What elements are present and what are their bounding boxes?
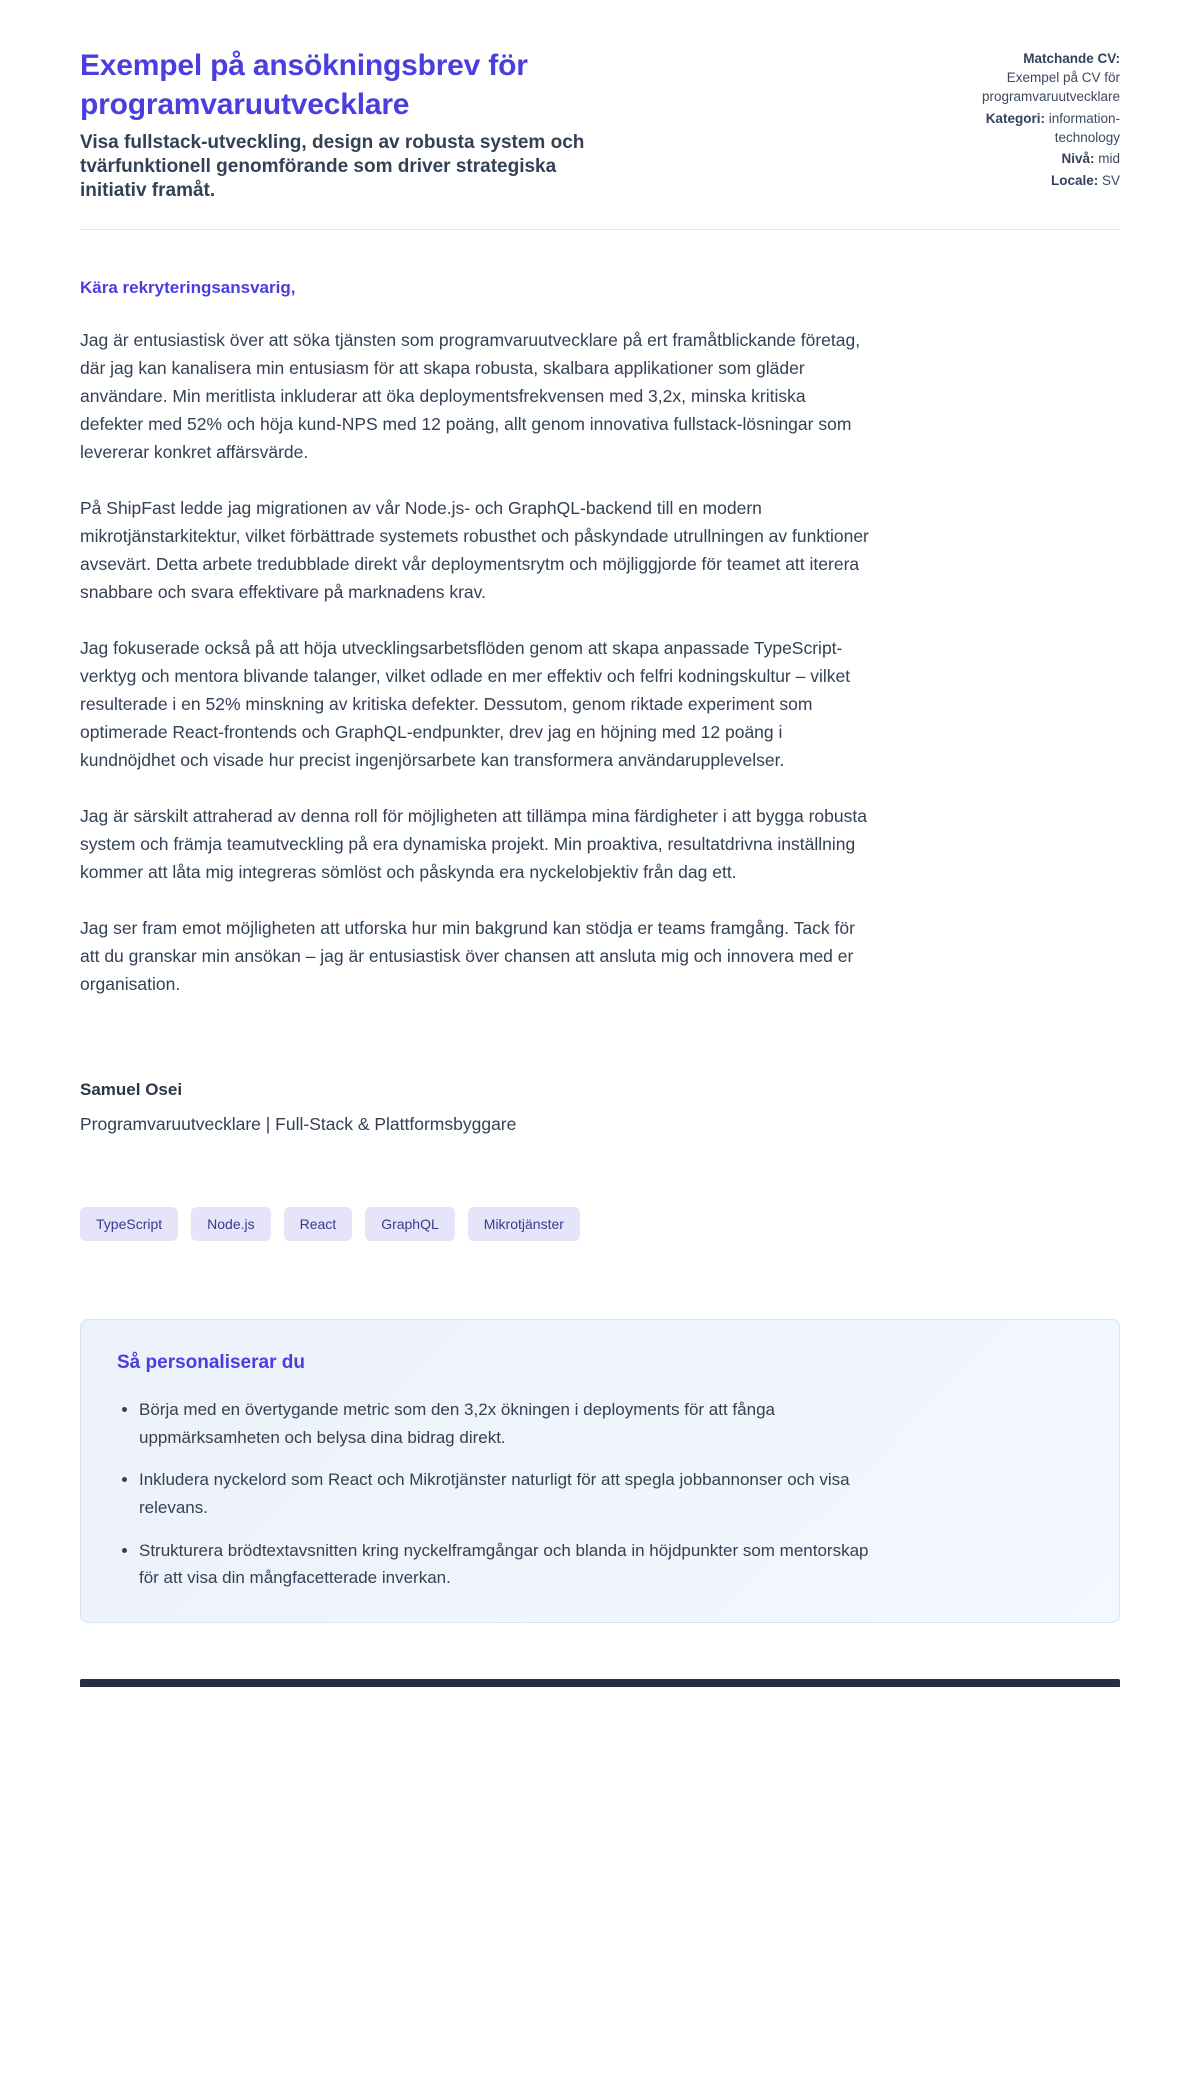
letter-paragraph: Jag är entusiastisk över att söka tjänsten som programvaruutvecklare på ert framåtblickande företag, där jag kan kanalisera min entusiasm för att skapa robusta, skalbara applikationer som gläder användare. Min meritlista inkluderar att öka deploymentsfrekvensen med 3,2x, minska kritiska defekter med 52% och höja kund-NPS med 12 poäng, allt genom innovativa fullstack-lösningar som levererar konkret affärsvärde. [80,330,861,463]
matching-cv-value: Exempel på CV för programvaruutvecklare [981,69,1120,104]
letter-paragraph: På ShipFast ledde jag migrationen av vår Node.js- och GraphQL-backend till en modern mikrotjänstarkitektur, vilket förbättrade systemets robusthet och påskyndade utrullningen av funktioner avsevärt. Detta arbete tredubblade direkt vår deploymentsrytm och möjliggjorde för teamet att iterera snabbare och svara effektivare på marknadens krav. [80,498,869,603]
locale-label: Locale: [1050,173,1099,189]
skill-tag: React [284,1207,353,1241]
tips-heading: Så personaliserar du [117,1352,305,1374]
locale-value: SV [1101,173,1120,189]
tip-item: • Strukturera brödtextavsnitten kring nyckelframgångar och blanda in höjdpunkter som mentorskap för att visa din mångfacetterade inverkan. [139,1537,879,1592]
skill-tag: Mikrotjänster [468,1207,580,1241]
level-label: Nivå: [1061,151,1095,167]
letter-paragraph: Jag ser fram emot möjligheten att utforska hur min bakgrund kan stödja er teams framgång. Tack för att du granskar min ansökan – jag är entusiastisk över chansen att ansluta mig och innovera med er organisation. [80,918,855,995]
category-label: Kategori: [985,110,1045,126]
footer-bar [80,1679,1120,1687]
signature-role: Programvaruutvecklare | Full-Stack & Plattformsbyggare [80,1114,517,1135]
page-title: Exempel på ansökningsbrev för programvaruutvecklare [80,49,528,121]
personalization-tips-box [80,1319,1120,1622]
skill-tags [80,1207,1120,1241]
page-header [80,46,1120,203]
letter-paragraph: Jag fokuserade också på att höja utvecklingsarbetsflöden genom att skapa anpassade TypeScript-verktyg och mentora blivande talanger, vilket odlade en mer effektiv och felfri kodningskultur – vilket resulterade i en 52% minskning av kritiska defekter. Dessutom, genom riktade experiment som optimerade React-frontends och GraphQL-endpunkter, drev jag en höjning med 12 poäng i kundnöjdhet och visade hur precist ingenjörsarbete kan transformera användarupplevelser. [80,638,851,771]
document-meta [925,46,1120,194]
letter-paragraph: Jag är särskilt attraherad av denna roll för möjligheten att tillämpa mina färdigheter i att bygga robusta system och främja teamutveckling på era dynamiska projekt. Min proaktiva, resultatdrivna inställning kommer att låta mig integreras sömlöst och påskynda era nyckelobjektiv från dag ett. [80,806,867,883]
skill-tag: TypeScript [80,1207,178,1241]
meta-category [925,110,1120,148]
meta-level [925,150,1120,169]
letter-body [80,278,1120,1135]
tip-item: • Inkludera nyckelord som React och Mikrotjänster naturligt för att spegla jobbannonser och visa relevans. [139,1466,879,1521]
signature-name: Samuel Osei [80,1080,183,1100]
category-value: information-technology [1048,110,1120,145]
meta-matching-cv [925,50,1120,107]
signature-block [80,1080,1120,1135]
header-title-block [80,46,680,203]
skill-tag: GraphQL [365,1207,455,1241]
matching-cv-label: Matchande CV: [1023,51,1120,66]
skill-tag: Node.js [191,1207,270,1241]
level-value: mid [1098,151,1120,167]
tip-item: • Börja med en övertygande metric som den 3,2x ökningen i deployments för att fånga uppmärksamheten och belysa dina bidrag direkt. [139,1396,879,1451]
header-divider [80,229,1120,230]
page-subtitle: Visa fullstack-utveckling, design av robusta system och tvärfunktionell genomförande som driver strategiska initiativ framåt. [80,132,585,202]
letter-greeting: Kära rekryteringsansvarig, [80,278,296,298]
meta-locale [925,172,1120,191]
tips-list [117,1396,1083,1591]
